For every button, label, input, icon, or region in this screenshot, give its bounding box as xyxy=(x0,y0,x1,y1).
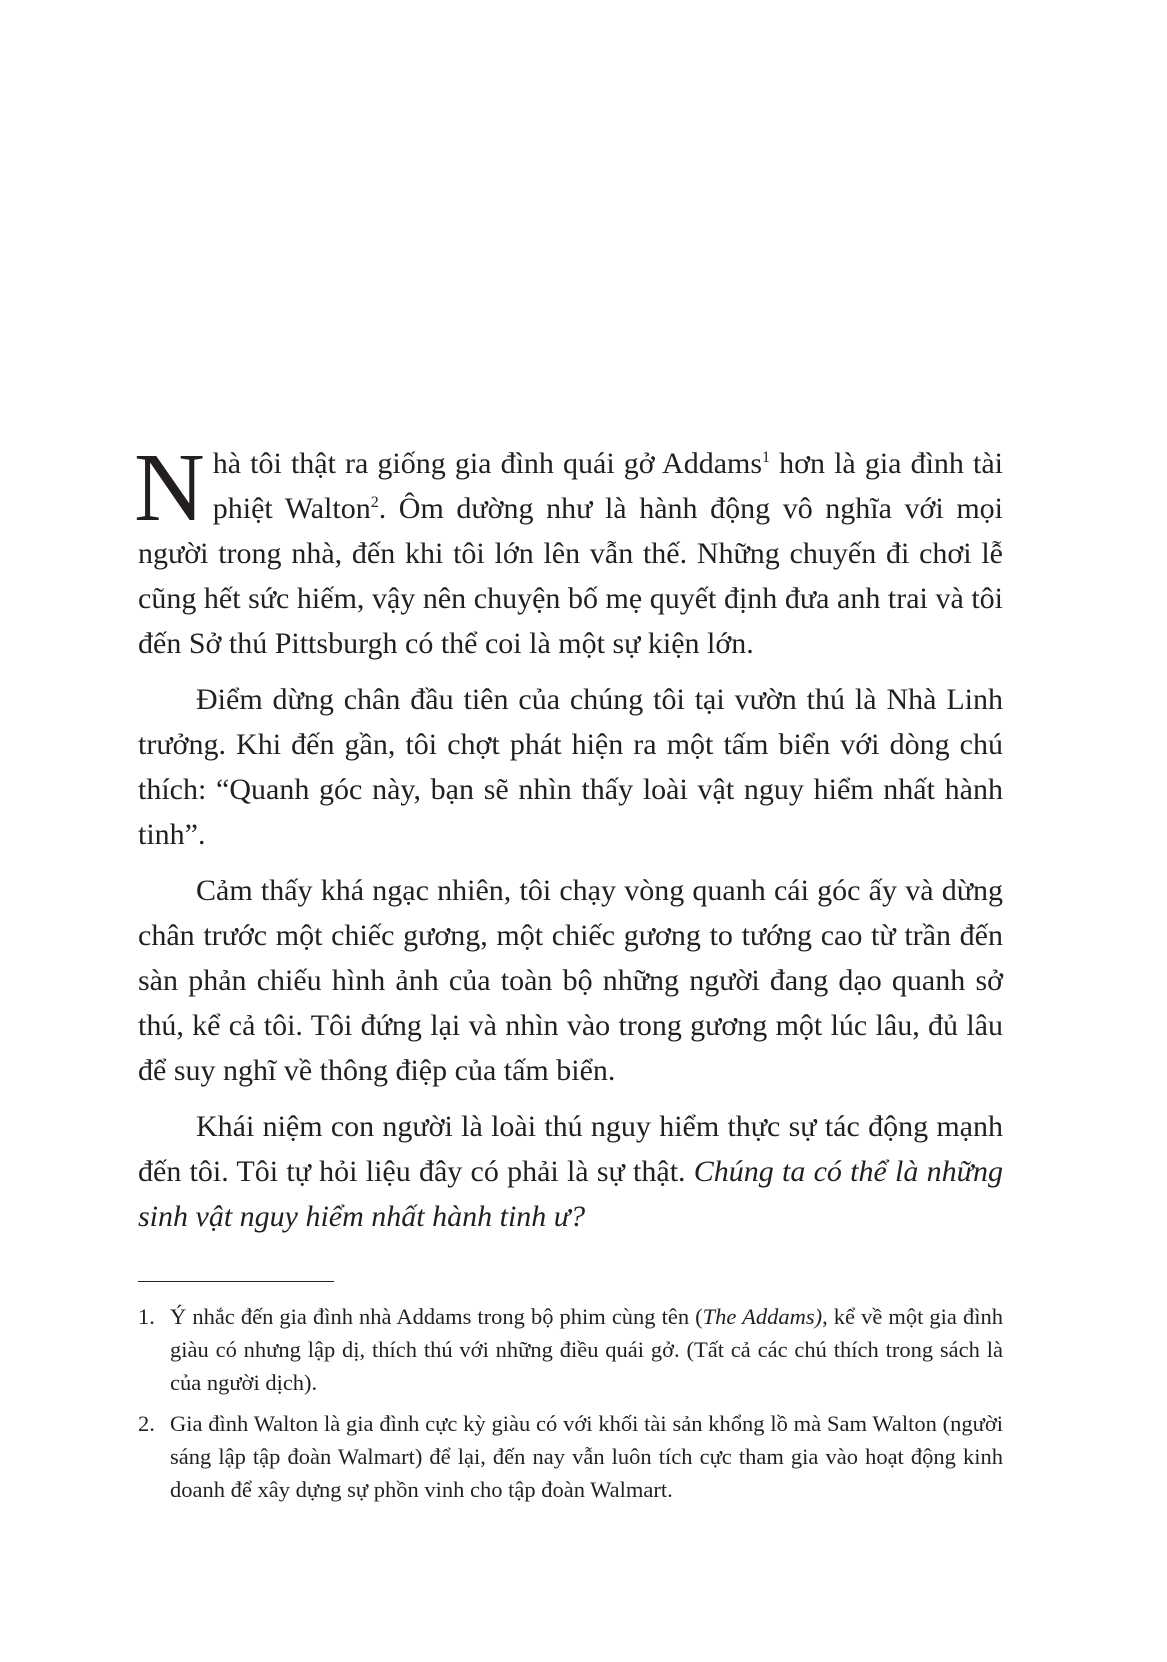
footnote-ref-1: 1 xyxy=(762,449,771,466)
footnote-1-part-a: Ý nhắc đến gia đình nhà Addams trong bộ phim cùng tên ( xyxy=(170,1304,703,1329)
paragraph-3: Cảm thấy khá ngạc nhiên, tôi chạy vòng quanh cái góc ấy và dừng chân trước một chiếc gương, một chiếc gương to tướng cao từ trần đến sàn phản chiếu hình ảnh của toàn bộ những người đang dạo quanh sở thú, kể cả tôi. Tôi đứng lại và nhìn vào trong gương một lúc lâu, đủ lâu để suy nghĩ về thông điệp của tấm biển. xyxy=(138,874,1003,1087)
paragraph-4-italic: Chúng ta có thể là những sinh vật nguy hiểm nhất hành tinh ư? xyxy=(138,1155,1003,1233)
paragraph-1-part-c: . Ôm dường như là hành động vô nghĩa với mọi người trong nhà, đến khi tôi lớn lên vẫn thế. Những chuyến đi chơi lễ cũng hết sức hiếm, vậy nên chuyện bố mẹ quyết định đưa anh trai và tôi đến Sở thú Pittsburgh có thể coi là một sự kiện lớn. xyxy=(138,492,1003,660)
footnote-number: 1. xyxy=(138,1304,155,1329)
paragraph-1-part-b: hơn là gia đình tài phiệt Walton xyxy=(212,447,1003,525)
footnote-divider xyxy=(138,1281,334,1282)
paragraph-4-part-a: Khái niệm con người là loài thú nguy hiểm thực sự tác động mạnh đến tôi. Tôi tự hỏi liệu đây có phải là sự thật. xyxy=(138,1110,1003,1188)
footnote-1 xyxy=(138,1300,1003,1399)
paragraph-1 xyxy=(134,434,1003,666)
paragraph-4 xyxy=(138,1104,1003,1239)
footnote-ref-2: 2 xyxy=(370,494,379,511)
body-text xyxy=(134,434,1003,1250)
footnote-text xyxy=(170,1300,1003,1399)
drop-cap: N xyxy=(134,434,205,542)
paragraph-2: Điểm dừng chân đầu tiên của chúng tôi tại vườn thú là Nhà Linh trưởng. Khi đến gần, tôi chợt phát hiện ra một tấm biển với dòng chú thích: “Quanh góc này, bạn sẽ nhìn thấy loài vật nguy hiểm nhất hành tinh”. xyxy=(138,683,1003,851)
footnote-1-part-b: , kể về một gia đình giàu có nhưng lập dị, thích thú với những điều quái gở. (Tất cả các chú thích trong sách là của người dịch). xyxy=(170,1304,1003,1395)
footnotes xyxy=(138,1300,1003,1514)
footnote-number: 2. xyxy=(138,1411,155,1436)
footnote-2 xyxy=(138,1407,1003,1506)
footnote-text: Gia đình Walton là gia đình cực kỳ giàu có với khối tài sản khổng lồ mà Sam Walton (người sáng lập tập đoàn Walmart) để lại, đến nay vẫn luôn tích cực tham gia vào hoạt động kinh doanh để xây dựng sự phồn vinh cho tập đoàn Walmart. xyxy=(170,1411,1003,1502)
paragraph-1-part-a: hà tôi thật ra giống gia đình quái gở Addams xyxy=(212,447,763,480)
footnote-1-italic: The Addams) xyxy=(702,1304,823,1329)
